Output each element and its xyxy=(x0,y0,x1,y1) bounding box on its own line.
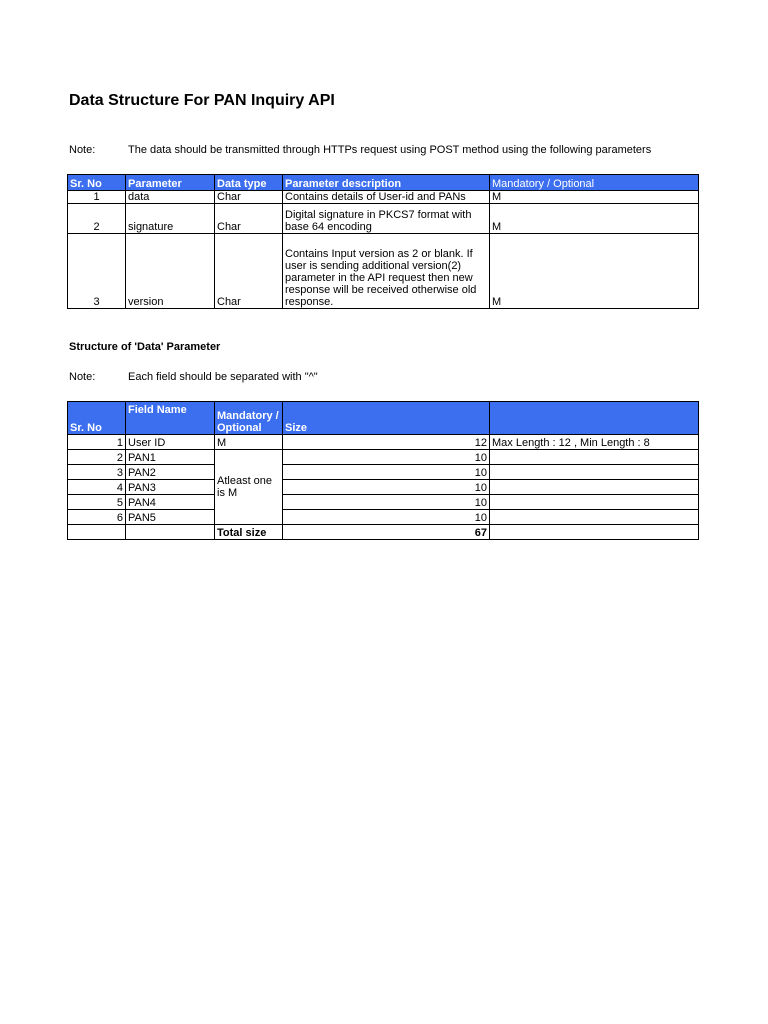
table-row xyxy=(68,234,699,309)
cell-remark xyxy=(490,510,699,525)
cell-size: 12 xyxy=(283,435,490,450)
cell-remark xyxy=(490,450,699,465)
cell-data-type: Char xyxy=(215,234,283,309)
cell-empty xyxy=(68,525,126,540)
cell-size: 10 xyxy=(283,465,490,480)
header-data-type: Data type xyxy=(215,175,283,191)
cell-sr-no: 1 xyxy=(68,191,126,204)
total-size-value: 67 xyxy=(283,525,490,540)
data-structure-table xyxy=(67,401,699,540)
cell-data-type: Char xyxy=(215,204,283,234)
note-label: Note: xyxy=(69,144,96,156)
cell-size: 10 xyxy=(283,495,490,510)
cell-sr-no: 5 xyxy=(68,495,126,510)
cell-field-name: User ID xyxy=(126,435,215,450)
cell-field-name: PAN3 xyxy=(126,480,215,495)
cell-remark: Max Length : 12 , Min Length : 8 xyxy=(490,435,699,450)
cell-size: 10 xyxy=(283,450,490,465)
table-row xyxy=(68,510,699,525)
cell-empty xyxy=(126,525,215,540)
cell-parameter: version xyxy=(126,234,215,309)
header-field-name: Field Name xyxy=(126,402,215,435)
cell-size: 10 xyxy=(283,510,490,525)
table-row xyxy=(68,465,699,480)
cell-sr-no: 3 xyxy=(68,234,126,309)
parameters-table xyxy=(67,174,699,309)
cell-remark xyxy=(490,480,699,495)
cell-description: Digital signature in PKCS7 format with base 64 encoding xyxy=(283,204,490,234)
header-parameter: Parameter xyxy=(126,175,215,191)
cell-parameter: signature xyxy=(126,204,215,234)
table-row xyxy=(68,204,699,234)
cell-mandatory: M xyxy=(490,191,699,204)
table-total-row xyxy=(68,525,699,540)
header-parameter-description: Parameter description xyxy=(283,175,490,191)
cell-description: Contains Input version as 2 or blank. If user is sending additional version(2) parameter in the API request then new response will be received otherwise old response. xyxy=(283,234,490,309)
cell-mandatory: M xyxy=(215,435,283,450)
cell-field-name: PAN1 xyxy=(126,450,215,465)
header-size: Size xyxy=(283,402,490,435)
cell-data-type: Char xyxy=(215,191,283,204)
cell-sr-no: 2 xyxy=(68,204,126,234)
header-mandatory-optional: Mandatory / Optional xyxy=(490,175,699,191)
cell-sr-no: 2 xyxy=(68,450,126,465)
cell-field-name: PAN4 xyxy=(126,495,215,510)
cell-pan-mandatory: Atleast one is M xyxy=(215,450,283,525)
total-size-label: Total size xyxy=(215,525,283,540)
table-header-row xyxy=(68,402,699,435)
cell-sr-no: 1 xyxy=(68,435,126,450)
table-row xyxy=(68,495,699,510)
note-text: The data should be transmitted through HTTPs request using POST method using the following parameters xyxy=(128,144,652,156)
header-mandatory-optional: Mandatory / Optional xyxy=(215,402,283,435)
cell-field-name: PAN2 xyxy=(126,465,215,480)
cell-field-name: PAN5 xyxy=(126,510,215,525)
cell-empty xyxy=(490,525,699,540)
header-remarks xyxy=(490,402,699,435)
note-text: Each field should be separated with "^" xyxy=(128,371,318,383)
header-sr-no: Sr. No xyxy=(68,175,126,191)
cell-parameter: data xyxy=(126,191,215,204)
table-row xyxy=(68,450,699,465)
cell-mandatory: M xyxy=(490,234,699,309)
cell-size: 10 xyxy=(283,480,490,495)
table-row xyxy=(68,191,699,204)
cell-sr-no: 6 xyxy=(68,510,126,525)
cell-remark xyxy=(490,465,699,480)
page-title: Data Structure For PAN Inquiry API xyxy=(69,92,335,109)
table-row xyxy=(68,480,699,495)
cell-description: Contains details of User-id and PANs xyxy=(283,191,490,204)
cell-remark xyxy=(490,495,699,510)
cell-sr-no: 3 xyxy=(68,465,126,480)
section-title: Structure of 'Data' Parameter xyxy=(69,341,221,353)
cell-sr-no: 4 xyxy=(68,480,126,495)
note-label: Note: xyxy=(69,371,96,383)
cell-mandatory: M xyxy=(490,204,699,234)
header-sr-no: Sr. No xyxy=(68,402,126,435)
table-row xyxy=(68,435,699,450)
table-header-row xyxy=(68,175,699,191)
